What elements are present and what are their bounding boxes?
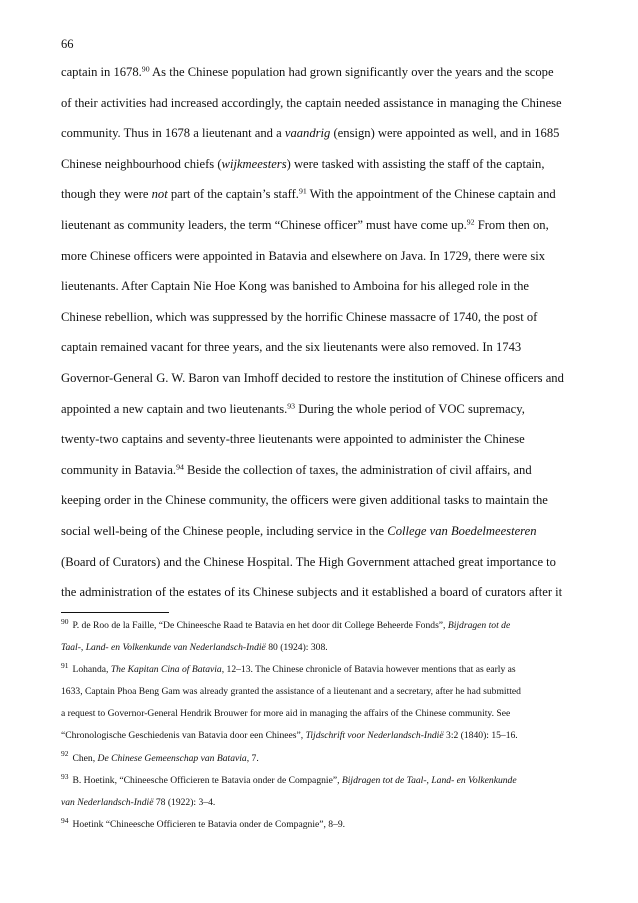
body-line [61,307,581,338]
italic-text: van Nederlandsch-Indië [61,796,154,808]
text-run: From then on, [474,217,549,232]
text-run: Hoetink “Chineesche Officieren te Batavia onder de Compagnie”, 8–9. [72,818,346,830]
footnote-reference: 91 [61,661,69,671]
italic-text: The Kapitan Cina of Batavia [110,664,222,676]
footnote-separator [61,612,169,613]
footnote-line [61,662,581,684]
text-run: appointed a new captain and two lieutenants. [61,401,288,416]
text-run: of their activities had increased accordingly, the captain needed assistance in managing the Chinese [61,95,562,110]
footnote-line [61,706,581,728]
footnote-line [61,751,581,773]
footnote-reference: 94 [176,462,184,472]
footnote-reference: 93 [61,771,69,781]
body-line [61,582,581,613]
text-run: , 12–13. The Chinese chronicle of Batavia however mentions that as early as [221,664,516,676]
text-run: ) were tasked with assisting the staff of the captain, [286,156,545,171]
body-line [61,154,581,185]
text-run: lieutenant as community leaders, the term “Chinese officer” must have come up. [61,217,467,232]
footnote-line [61,728,581,750]
body-line [61,215,581,246]
text-run: captain remained vacant for three years, and the six lieutenants were also removed. In 1743 [61,340,522,355]
italic-text: College van Boedelmeesteren [387,523,537,538]
text-run: 80 (1924): 308. [265,642,328,654]
body-line [61,276,581,307]
text-run: community in Batavia. [61,462,177,477]
footnote-line [61,640,581,662]
body-line [61,368,581,399]
body-line [61,429,581,460]
italic-text: Tijdschrift voor Nederlandsch-Indië [305,730,444,742]
text-run: more Chinese officers were appointed in Batavia and elsewhere on Java. In 1729, there were six [61,248,546,263]
footnote-reference: 91 [298,187,307,197]
footnote-reference: 93 [287,401,296,411]
footnotes [61,618,581,839]
text-run: With the appointment of the Chinese captain and [306,187,556,202]
page-number: 66 [61,37,74,51]
text-run: Chinese neighbourhood chiefs ( [61,156,222,171]
text-run: B. Hoetink, “Chineesche Officieren te Batavia onder de Compagnie”, [72,774,342,786]
body-line [61,123,581,154]
text-run: Lohanda, [72,664,111,676]
text-run: As the Chinese population had grown significantly over the years and the scope [149,65,554,79]
text-run: Chen, [72,752,98,764]
text-run: Beside the collection of taxes, the administration of civil affairs, and [183,462,532,477]
italic-text: De Chinese Gemeenschap van Batavia [97,752,247,764]
text-run: “Chronologische Geschiedenis van Batavia door een Chinees”, [61,730,306,742]
footnote-reference: 92 [61,749,69,759]
footnote-reference: 94 [61,815,69,825]
italic-text: Bijdragen tot de Taal-, Land- en Volkenkunde [341,774,517,786]
body-line [61,62,581,93]
body-line [61,521,581,552]
text-run: captain in 1678. [61,65,142,79]
text-run: , 7. [246,752,259,764]
italic-text: Taal-, Land- en Volkenkunde van Nederlandsch-Indië [61,642,266,654]
text-run: community. Thus in 1678 a lieutenant and a [61,126,285,141]
text-run: a request to Governor-General Hendrik Brouwer for more aid in managing the affairs of the Chinese community. See [61,708,511,720]
italic-text: not [151,187,168,202]
footnote-line [61,773,581,795]
footnote-reference: 90 [61,616,69,626]
footnote-reference: 90 [141,64,150,74]
footnote-line [61,795,581,817]
body-line [61,93,581,124]
text-run: 3:2 (1840): 15–16. [443,730,518,742]
text-run: P. de Roo de la Faille, “De Chineesche Raad te Batavia en het door dit College Beheerde Fonds”, [72,620,448,631]
text-run: the administration of the estates of its Chinese subjects and it established a board of curators after it [61,585,563,600]
body-line [61,490,581,521]
body-text [61,62,581,613]
text-run: social well-being of the Chinese people, including service in the [61,523,388,538]
text-run: 78 (1922): 3–4. [153,796,216,808]
text-run: keeping order in the Chinese community, the officers were given additional tasks to maintain the [61,493,548,508]
body-line [61,552,581,583]
body-line [61,246,581,277]
footnote-line [61,684,581,706]
italic-text: vaandrig [284,126,331,141]
text-run: Chinese rebellion, which was suppressed by the horrific Chinese massacre of 1740, the post of [61,309,538,324]
footnote-line [61,618,581,640]
footnote-reference: 92 [466,217,475,227]
body-line [61,399,581,430]
text-run: (Board of Curators) and the Chinese Hospital. The High Government attached great importance to [61,554,556,569]
text-run: though they were [61,187,152,202]
text-run: During the whole period of VOC supremacy, [295,401,525,416]
body-line [61,184,581,215]
italic-text: Bijdragen tot de [447,620,511,631]
text-run: (ensign) were appointed as well, and in 1685 [330,126,560,141]
text-run: part of the captain’s staff. [167,187,299,202]
text-run: 1633, Captain Phoa Beng Gam was already granted the assistance of a lieutenant and a secretary, after he had submitted [61,686,521,698]
text-run: twenty-two captains and seventy-three lieutenants were appointed to administer the Chinese [61,432,525,447]
body-line [61,337,581,368]
footnote-line [61,817,581,839]
text-run: lieutenants. After Captain Nie Hoe Kong was banished to Amboina for his alleged role in the [61,279,529,294]
italic-text: wijkmeesters [221,156,287,171]
body-line [61,460,581,491]
text-run: Governor-General G. W. Baron van Imhoff decided to restore the institution of Chinese officers and [61,370,564,385]
